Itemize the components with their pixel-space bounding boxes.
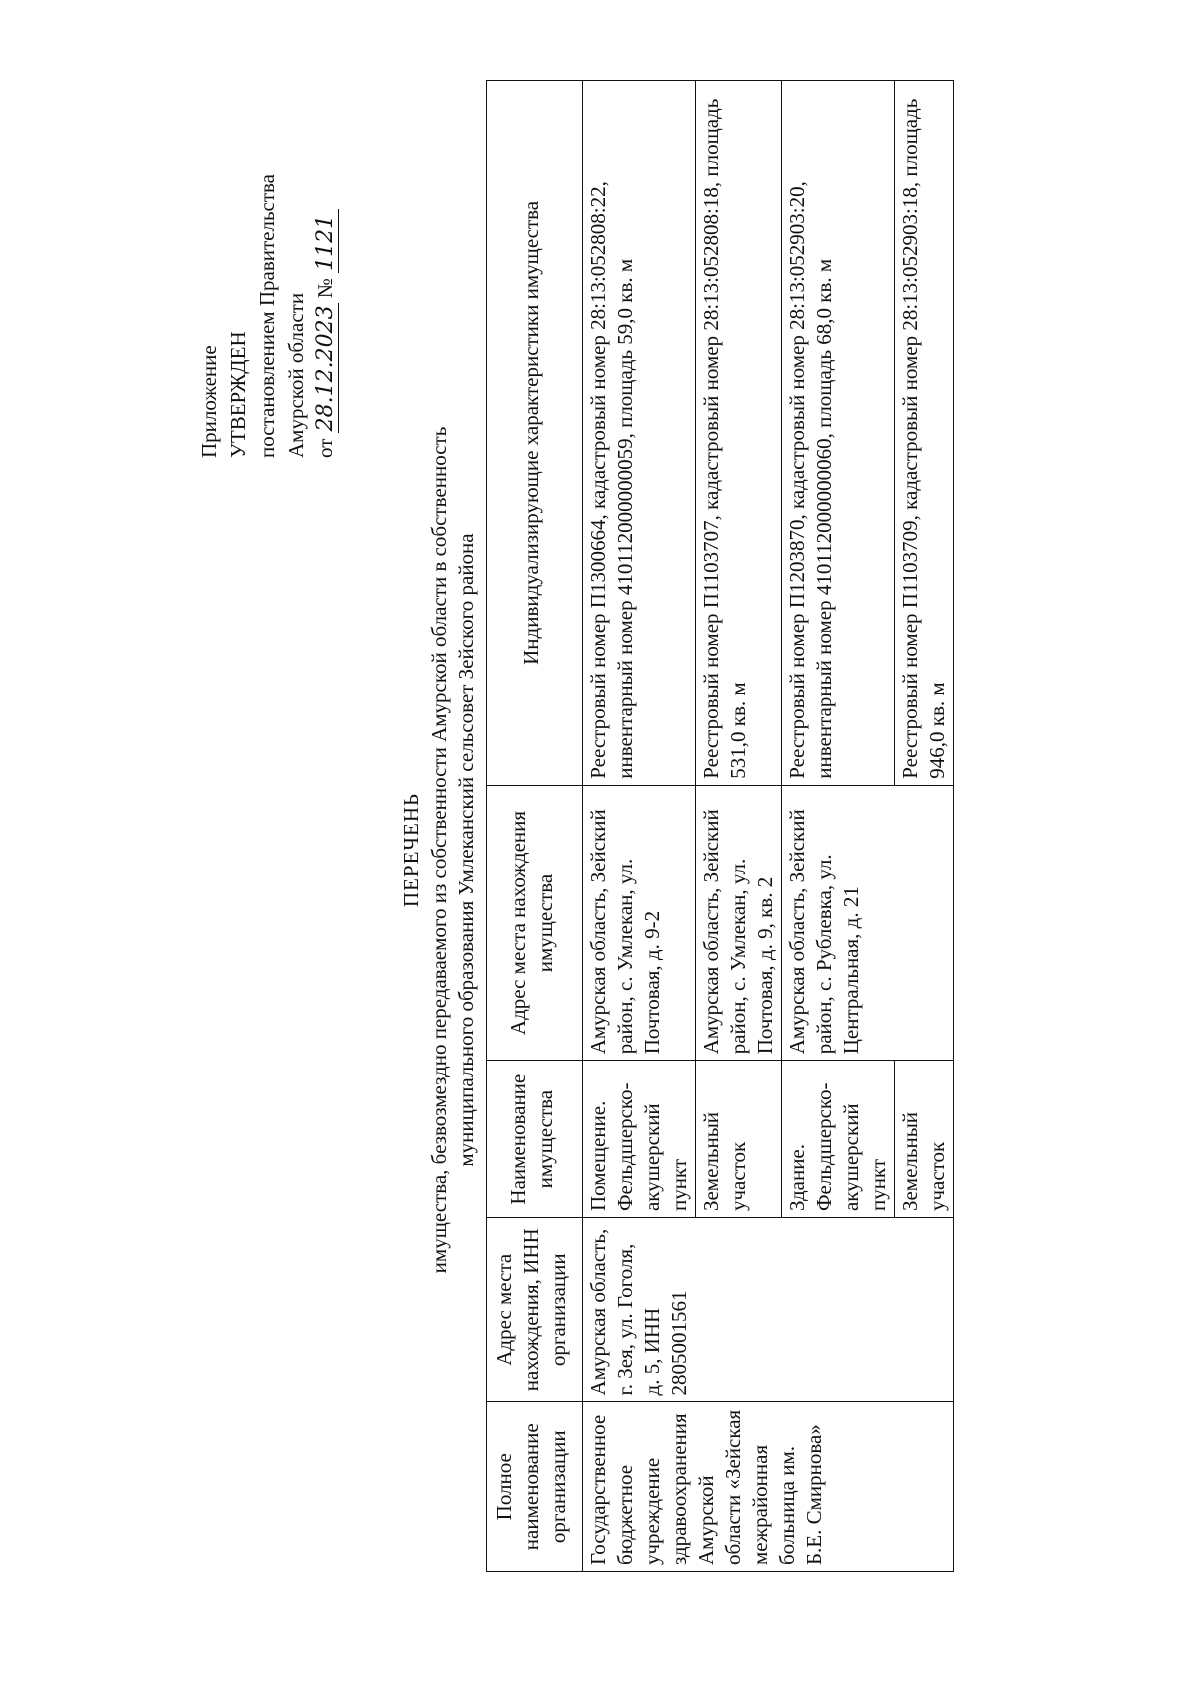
header-organization-name: Полное наименование организации <box>487 1402 583 1572</box>
document-heading <box>398 0 480 1700</box>
approval-region: Амурской области <box>284 292 308 458</box>
approval-approved: УТВЕРЖДЕН <box>226 331 250 458</box>
handwritten-date: 28.12.2023 <box>313 305 338 432</box>
approval-appendix: Приложение <box>197 345 221 458</box>
approval-stamp <box>195 18 340 458</box>
property-name-cell: Земельный участок <box>895 1061 954 1218</box>
approval-decree: постановлением Правительства <box>255 173 279 458</box>
organization-name-cell: Государственное бюджетное учреждение здравоохранения Амурской области «Зейская межрайонная больница им. Б.Е. Смирнова» <box>583 1402 954 1572</box>
header-property-details: Индивидуализирующие характеристики имущества <box>487 81 583 786</box>
property-details-cell: Реестровый номер П1203870, кадастровый номер 28:13:052903:20, инвентарный номер 410112000000060, площадь 68,0 кв. м <box>782 81 895 786</box>
property-details-cell: Реестровый номер П1103709, кадастровый номер 28:13:052903:18, площадь 946,0 кв. м <box>895 81 954 786</box>
date-prefix: от <box>313 438 337 458</box>
property-details-cell: Реестровый номер П1300664, кадастровый номер 28:13:052808:22, инвентарный номер 410112000000059, площадь 59,0 кв. м <box>583 81 696 786</box>
property-address-cell: Амурская область, Зейский район, с. Умлекан, ул. Почтовая, д. 9-2 <box>583 785 696 1061</box>
document-title: ПЕРЕЧЕНЬ <box>399 792 423 908</box>
document-subtitle-line2: муниципального образования Умлеканский сельсовет Зейского района <box>454 533 478 1167</box>
property-address-cell: Амурская область, Зейский район, с. Рублевка, ул. Центральная, д. 21 <box>782 785 954 1061</box>
property-name-cell: Здание. Фельдшерско-акушерский пункт <box>782 1061 895 1218</box>
approval-date-line <box>311 18 340 458</box>
table-header-row <box>487 81 583 1572</box>
property-address-cell: Амурская область, Зейский район, с. Умлекан, ул. Почтовая, д. 9, кв. 2 <box>696 785 782 1061</box>
property-name-cell: Земельный участок <box>696 1061 782 1218</box>
handwritten-number: 1121 <box>314 209 339 273</box>
property-name-cell: Помещение. Фельдшерско-акушерский пункт <box>583 1061 696 1218</box>
property-table <box>486 80 954 1572</box>
header-property-name: Наименование имущества <box>487 1061 583 1218</box>
number-prefix: № <box>313 278 337 299</box>
property-details-cell: Реестровый номер П1103707, кадастровый номер 28:13:052808:18, площадь 531,0 кв. м <box>696 81 782 786</box>
organization-address-cell: Амурская область, г. Зея, ул. Гоголя, д. 5, ИНН 2805001561 <box>583 1218 954 1402</box>
header-property-address: Адрес места нахождения имущества <box>487 785 583 1061</box>
table-row <box>583 81 696 1572</box>
document-subtitle-line1: имущества, безвозмездно передаваемого из собственности Амурской области в собственность <box>427 426 451 1274</box>
header-organization-address: Адрес места нахождения, ИНН организации <box>487 1218 583 1402</box>
